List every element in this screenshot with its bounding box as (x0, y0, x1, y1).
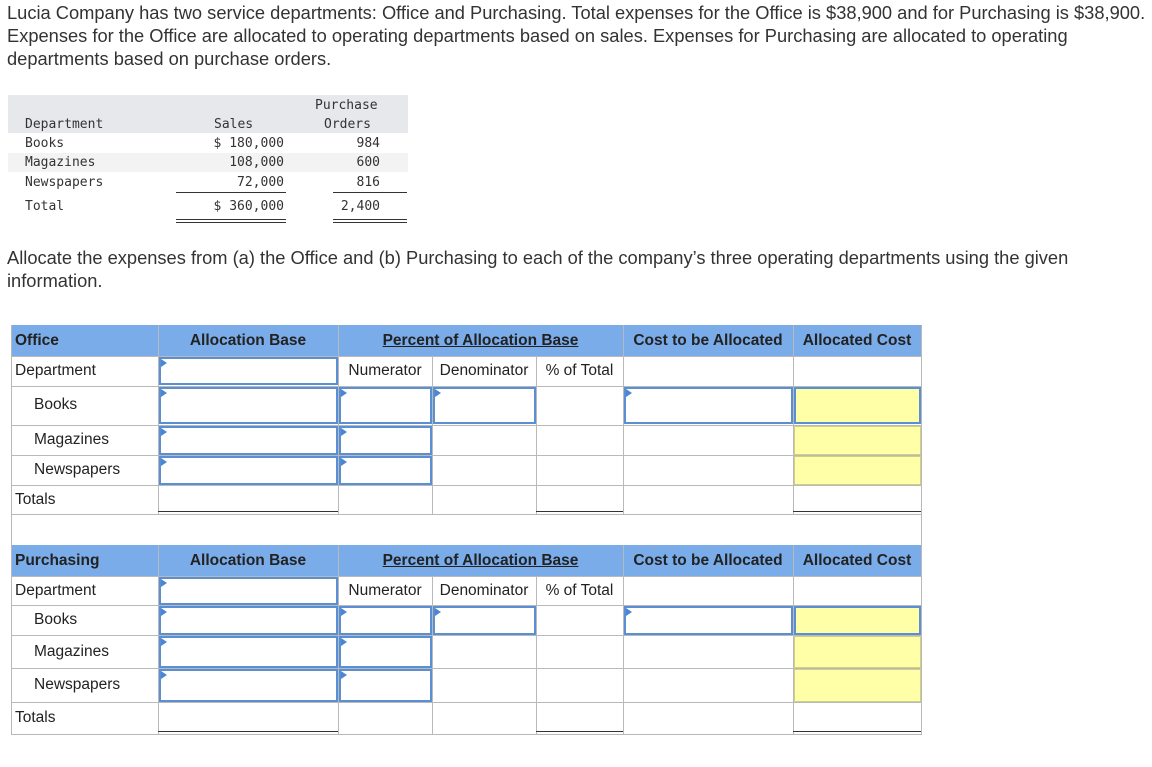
purchasing-newspapers-allocated-cell[interactable] (794, 669, 921, 702)
purchasing-row-magazines: Magazines (34, 643, 109, 660)
purchasing-totals-label: Totals (15, 709, 56, 726)
purchasing-newspapers-base-input[interactable] (159, 669, 338, 702)
purchasing-percent-header: Percent of Allocation Base (382, 552, 579, 569)
office-row-magazines: Magazines (34, 431, 109, 448)
purchasing-row-books: Books (34, 611, 78, 628)
data-row-dept: Magazines (25, 155, 96, 170)
purchasing-newspapers-numerator-input[interactable] (339, 669, 432, 702)
data-head-sales: Sales (214, 117, 254, 132)
data-row-sales: $ 180,000 (213, 136, 284, 151)
data-row-po: 600 (356, 155, 380, 170)
office-department-label: Department (15, 362, 96, 379)
data-row-po: 984 (356, 136, 380, 151)
purchasing-cost-input[interactable] (624, 606, 793, 635)
purchasing-denominator-input[interactable] (433, 606, 536, 635)
office-percent-header: Percent of Allocation Base (382, 332, 579, 349)
data-total-dept: Total (25, 199, 65, 214)
office-alloc-base-header: Allocation Base (189, 332, 307, 349)
office-numerator-label: Numerator (348, 362, 422, 379)
office-pct-total-label: % of Total (545, 362, 614, 379)
purchasing-allocated-header: Allocated Cost (802, 552, 912, 569)
office-allocated-header: Allocated Cost (802, 332, 912, 349)
purchasing-books-base-input[interactable] (159, 606, 338, 635)
purchasing-pct-total-label: % of Total (545, 582, 614, 599)
office-row-books: Books (34, 396, 78, 413)
purchasing-magazines-numerator-input[interactable] (339, 636, 432, 668)
office-row-newspapers: Newspapers (34, 461, 121, 478)
problem-intro: Lucia Company has two service departments: Office and Purchasing. Total expenses for the Office is $38,900 and for Purchasing is $38,900. Expenses for the Office are allocated to operating departments based on sales. Expenses for Purchasing are allocated to operating departments based on purchase orders. (7, 2, 1146, 69)
instruction-text: Allocate the expenses from (a) the Office and (b) Purchasing to each of the company’s three operating departments using the given information. (7, 247, 1069, 291)
purchasing-denominator-label: Denominator (439, 582, 529, 599)
data-head-po-2: Orders (324, 117, 371, 132)
purchasing-magazines-base-input[interactable] (159, 636, 338, 668)
purchasing-alloc-base-header: Allocation Base (189, 552, 307, 569)
purchasing-row-newspapers: Newspapers (34, 676, 121, 693)
data-row-dept: Newspapers (25, 175, 104, 190)
data-head-po-1: Purchase (315, 98, 378, 113)
data-row-sales: 72,000 (237, 175, 284, 190)
office-title: Office (15, 332, 59, 349)
office-denominator-label: Denominator (439, 362, 529, 379)
data-total-po: 2,400 (340, 199, 380, 214)
data-head-department: Department (25, 117, 104, 132)
office-totals-label: Totals (15, 491, 56, 508)
data-row-dept: Books (25, 136, 65, 151)
purchasing-cost-header: Cost to be Allocated (633, 552, 783, 569)
data-row-po: 816 (356, 175, 380, 190)
office-cost-header: Cost to be Allocated (633, 332, 783, 349)
purchasing-allocation-base-input[interactable] (159, 577, 338, 605)
purchasing-books-allocated-cell[interactable] (794, 606, 921, 635)
data-total-sales: $ 360,000 (213, 199, 284, 214)
purchasing-magazines-allocated-cell[interactable] (794, 636, 921, 668)
purchasing-numerator-label: Numerator (348, 582, 422, 599)
purchasing-title: Purchasing (15, 552, 100, 569)
purchasing-books-numerator-input[interactable] (339, 606, 432, 635)
purchasing-department-label: Department (15, 582, 96, 599)
data-row-sales: 108,000 (229, 155, 284, 170)
